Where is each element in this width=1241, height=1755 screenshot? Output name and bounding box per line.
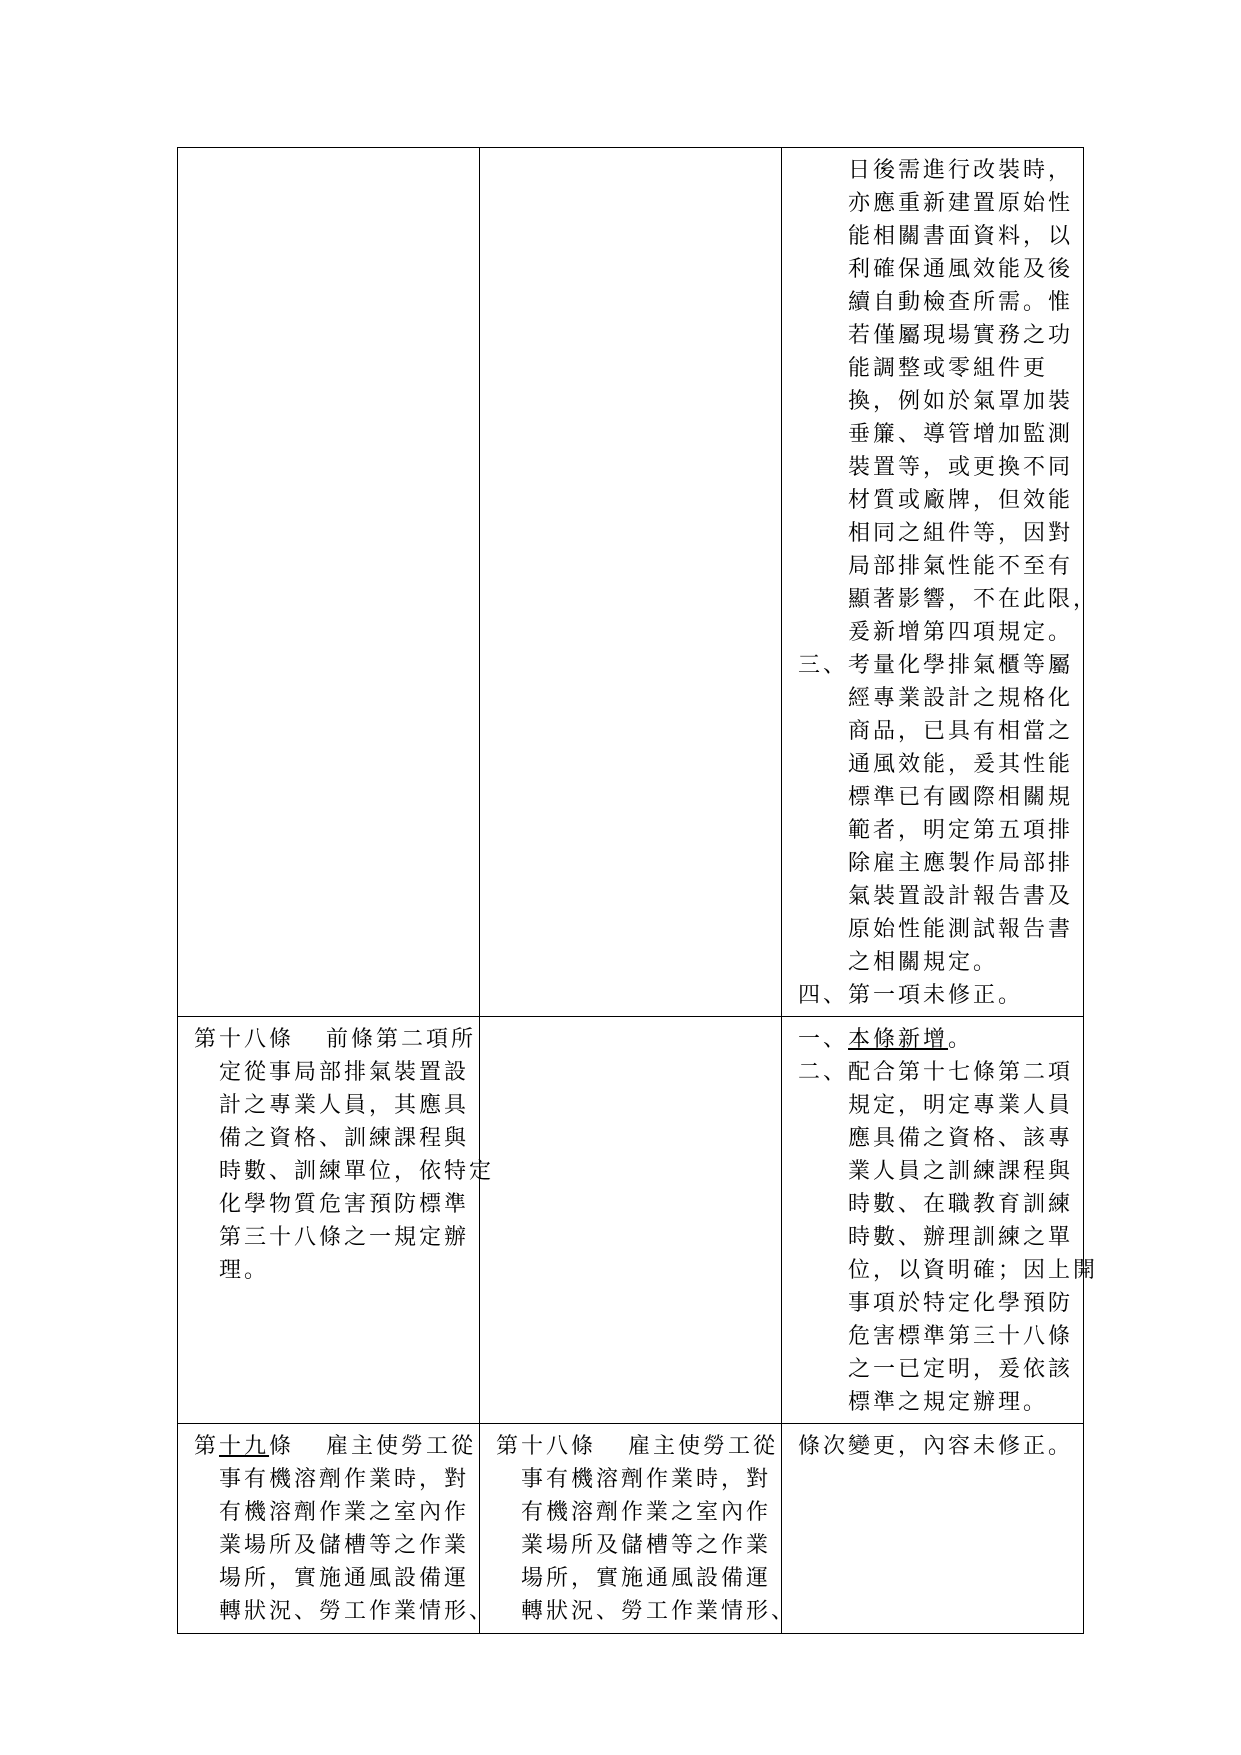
text-line: 垂簾、導管增加監測 xyxy=(848,422,1074,447)
text-line: 經專業設計之規格化 xyxy=(848,686,1074,711)
text-line: 業人員之訓練課程與 xyxy=(848,1159,1074,1184)
text-line: 危害標準第三十八條 xyxy=(848,1324,1074,1349)
explanation-continued xyxy=(798,154,1099,649)
text-line: 事有機溶劑作業時，對 xyxy=(219,1467,470,1492)
amended-article-cell xyxy=(178,1017,495,1424)
amended-article-cell xyxy=(178,1424,495,1634)
explanation-item-1: 一、本條新增。 xyxy=(798,1027,974,1052)
explanation-item-3: 三、考量化學排氣櫃等屬 xyxy=(798,653,1074,678)
text-line: 若僅屬現場實務之功 xyxy=(848,323,1074,348)
text-line: 業場所及儲槽等之作業 xyxy=(521,1533,772,1558)
text-line: 有機溶劑作業之室內作 xyxy=(521,1500,772,1525)
text-line: 定從事局部排氣裝置設 xyxy=(219,1060,470,1085)
text-line: 爰新增第四項規定。 xyxy=(848,620,1074,645)
text-line: 時數、訓練單位，依特定 xyxy=(219,1159,495,1184)
text-line: 氣裝置設計報告書及 xyxy=(848,884,1074,909)
table-row xyxy=(178,1424,1084,1634)
text-line: 除雇主應製作局部排 xyxy=(848,851,1074,876)
article-body xyxy=(194,1056,495,1287)
text-line: 亦應重新建置原始性 xyxy=(848,191,1074,216)
text-line: 換，例如於氣罩加裝 xyxy=(848,389,1074,414)
text-line: 原始性能測試報告書 xyxy=(848,917,1074,942)
text-line: 場所，實施通風設備運 xyxy=(521,1566,772,1591)
text-line: 之相關規定。 xyxy=(848,950,999,975)
text-line: 時數、在職教育訓練 xyxy=(848,1192,1074,1217)
text-line: 備之資格、訓練課程與 xyxy=(219,1126,470,1151)
text-line: 商品，已具有相當之 xyxy=(848,719,1074,744)
text-line: 材質或廠牌，但效能 xyxy=(848,488,1074,513)
text-line: 利確保通風效能及後 xyxy=(848,257,1074,282)
text-line: 通風效能，爰其性能 xyxy=(848,752,1074,777)
text-line: 規定，明定專業人員 xyxy=(848,1093,1074,1118)
text-line: 日後需進行改裝時， xyxy=(848,158,1074,183)
text-line: 裝置等，或更換不同 xyxy=(848,455,1074,480)
explanation-item-2: 二、配合第十七條第二項 xyxy=(798,1060,1074,1085)
text-line: 相同之組件等，因對 xyxy=(848,521,1074,546)
text-line: 理。 xyxy=(219,1258,270,1283)
text-line: 之一已定明，爰依該 xyxy=(848,1357,1074,1382)
amendment-comparison-table xyxy=(177,147,1099,1634)
text-line: 應具備之資格、該專 xyxy=(848,1126,1074,1151)
text-line: 能相關書面資料，以 xyxy=(848,224,1074,249)
text-line: 位，以資明確；因上開 xyxy=(848,1258,1099,1283)
text-line: 場所，實施通風設備運 xyxy=(219,1566,470,1591)
explanation-cell xyxy=(782,1017,1099,1424)
text-line: 顯著影響，不在此限， xyxy=(848,587,1099,612)
article-body xyxy=(194,1463,495,1628)
explanation-cell xyxy=(782,148,1099,1017)
explanation-item-4: 四、第一項未修正。 xyxy=(798,983,1024,1008)
text-line: 局部排氣性能不至有 xyxy=(848,554,1074,579)
explanation-cell xyxy=(782,1424,1084,1634)
text-line: 標準已有國際相關規 xyxy=(848,785,1074,810)
explanation-text: 條次變更，內容未修正。 xyxy=(798,1434,1074,1459)
text-line: 事項於特定化學預防 xyxy=(848,1291,1074,1316)
text-line: 有機溶劑作業之室內作 xyxy=(219,1500,470,1525)
text-line: 事有機溶劑作業時，對 xyxy=(521,1467,772,1492)
article-heading: 第十八條 前條第二項所 xyxy=(194,1027,477,1052)
text-line: 時數、辦理訓練之單 xyxy=(848,1225,1074,1250)
amended-article-cell xyxy=(178,148,480,1017)
text-line: 能調整或零組件更 xyxy=(848,356,1049,381)
text-line: 計之專業人員，其應具 xyxy=(219,1093,470,1118)
original-article-cell xyxy=(480,1017,782,1424)
article-heading: 第十九條 雇主使勞工從 xyxy=(194,1434,477,1459)
text-line: 續自動檢查所需。惟 xyxy=(848,290,1074,315)
text-line: 轉狀況、勞工作業情形、 xyxy=(521,1599,797,1624)
table-row xyxy=(178,1017,1084,1424)
text-line: 標準之規定辦理。 xyxy=(848,1390,1049,1415)
article-body xyxy=(496,1463,797,1628)
text-line: 業場所及儲槽等之作業 xyxy=(219,1533,470,1558)
table-row xyxy=(178,148,1084,1017)
text-line: 化學物質危害預防標準 xyxy=(219,1192,470,1217)
explanation-item-2-body xyxy=(798,1089,1099,1419)
text-line: 第三十八條之一規定辦 xyxy=(219,1225,470,1250)
article-heading: 第十八條 雇主使勞工從 xyxy=(496,1434,779,1459)
original-article-cell xyxy=(480,1424,797,1634)
text-line: 範者，明定第五項排 xyxy=(848,818,1074,843)
text-line: 轉狀況、勞工作業情形、 xyxy=(219,1599,495,1624)
explanation-item-3-body xyxy=(798,682,1075,979)
original-article-cell xyxy=(480,148,782,1017)
